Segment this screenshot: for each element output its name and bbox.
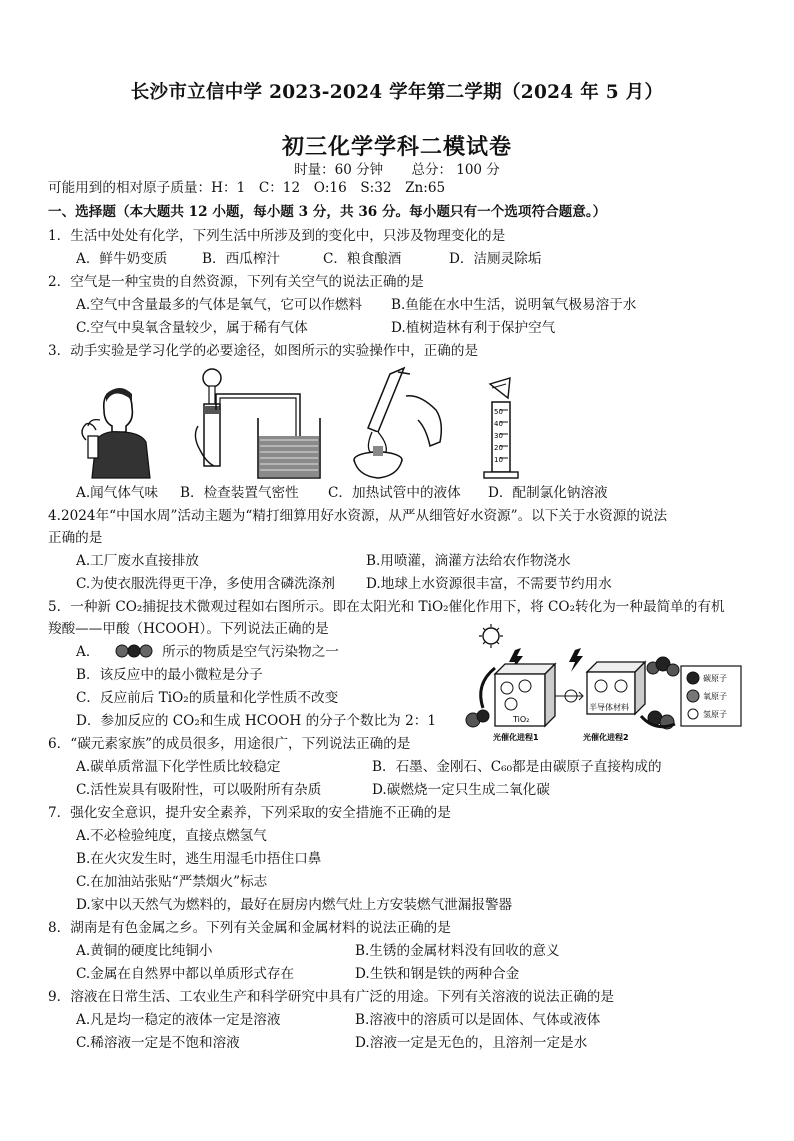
q8-option-c: C.金属在自然界中都以单质形式存在 <box>76 966 295 982</box>
q6-stem: 6．“碳元素家族”的成员很多，用途很广，下列说法正确的是 <box>48 736 411 752</box>
q4-stem-line2: 正确的是 <box>48 530 103 546</box>
q4-option-c: C.为使衣服洗得更干净，多使用含磷洗涤剂 <box>76 576 335 592</box>
q2-option-c: C.空气中臭氧含量较少，属于稀有气体 <box>76 320 308 336</box>
q2-stem: 2．空气是一种宝贵的自然资源，下列有关空气的说法正确的是 <box>48 274 424 290</box>
q7-option-c: C.在加油站张贴“严禁烟火”标志 <box>76 874 268 890</box>
lightning-icon <box>569 648 583 672</box>
q5-option-b: B．该反应中的最小微粒是分子 <box>76 667 263 683</box>
q5-option-d: D．参加反应的 CO₂和生成 HCOOH 的分子个数比为 2：1 <box>76 713 436 729</box>
q4-option-a: A.工厂废水直接排放 <box>76 553 199 569</box>
q8-option-a: A.黄铜的硬度比纯铜小 <box>76 943 213 959</box>
q8-stem: 8．湖南是有色金属之乡。下列有关金属和金属材料的说法正确的是 <box>48 920 451 936</box>
q3-option-c: C．加热试管中的液体 <box>328 485 461 501</box>
exam-title: 初三化学学科二模试卷 <box>281 134 512 160</box>
cyl-mark-10: 10 <box>494 456 503 464</box>
carbon-atom-icon <box>687 672 699 684</box>
airtightness-figure <box>186 366 326 480</box>
q5-stem-line2: 羧酸——甲酸（HCOOH）。下列说法正确的是 <box>48 621 329 637</box>
q7-option-a: A.不必检验纯度，直接点燃氢气 <box>76 828 267 844</box>
q5-option-a <box>76 643 339 661</box>
q5-option-a-text: 所示的物质是空气污染物之一 <box>162 644 339 660</box>
co2-molecule-icon <box>114 644 154 658</box>
q9-option-d: D.溶液一定是无色的，且溶剂一定是水 <box>355 1035 588 1051</box>
q8-option-b: B.生锈的金属材料没有回收的意义 <box>355 943 560 959</box>
school-title: 长沙市立信中学 2023-2024 学年第二学期（2024 年 5 月） <box>130 82 664 103</box>
sun-icon <box>483 628 499 644</box>
process2-label: 光催化进程2 <box>583 733 629 742</box>
q9-option-a: A.凡是均一稳定的液体一定是溶液 <box>76 1012 281 1028</box>
legend-carbon: 碳原子 <box>703 674 727 683</box>
cyl-mark-30: 30 <box>494 432 503 440</box>
cylinder-figure <box>470 376 530 482</box>
q9-stem: 9．溶液在日常生活、工农业生产和科学研究中具有广泛的用途。下列有关溶液的说法正确的是 <box>48 989 614 1005</box>
q2-option-b: B.鱼能在水中生活，说明氧气极易溶于水 <box>391 297 637 313</box>
q7-option-b: B.在火灾发生时，逃生用湿毛巾捂住口鼻 <box>76 851 322 867</box>
q8-option-d: D.生铁和钢是铁的两种合金 <box>355 966 520 982</box>
q4-option-b: B.用喷灌，滴灌方法给农作物浇水 <box>366 553 571 569</box>
hydrogen-atom-icon <box>688 709 698 719</box>
section-heading: 一、选择题（本大题共 12 小题，每小题 3 分，共 36 分。每小题只有一个选项符合题意。） <box>48 204 607 220</box>
smell-gas-figure <box>74 380 154 480</box>
q1-option-d: D．洁厕灵除垢 <box>449 251 542 267</box>
q7-option-d: D.家中以天然气为燃料的，最好在厨房内燃气灶上方安装燃气泄漏报警器 <box>76 897 513 913</box>
q4-option-d: D.地球上水资源很丰富，不需要节约用水 <box>366 576 612 592</box>
q1-option-c: C．粮食酿酒 <box>323 251 402 267</box>
q5-option-c: C．反应前后 TiO₂的质量和化学性质不改变 <box>76 690 339 706</box>
legend-hydrogen: 氢原子 <box>703 710 727 719</box>
q1-option-a: A．鲜牛奶变质 <box>76 251 168 267</box>
q6-option-b: B．石墨、金刚石、C₆₀都是由碳原子直接构成的 <box>372 759 662 775</box>
q9-option-b: B.溶液中的溶质可以是固体、气体或液体 <box>355 1012 601 1028</box>
q5-stem-line1: 5．一种新 CO₂捕捉技术微观过程如右图所示。即在太阳光和 TiO₂催化作用下，将 CO₂转化为一种最简单的有机 <box>48 599 725 615</box>
q1-stem: 1．生活中处处有化学，下列生活中所涉及到的变化中，只涉及物理变化的是 <box>48 228 506 244</box>
q3-option-b: B．检查装置气密性 <box>180 485 299 501</box>
oxygen-atom-icon <box>687 690 699 702</box>
q1-option-b: B．西瓜榨汁 <box>202 251 280 267</box>
cyl-mark-20: 20 <box>494 444 503 452</box>
legend-oxygen: 氧原子 <box>703 692 727 701</box>
exam-time: 时量：60 分钟 <box>294 162 384 178</box>
cyl-mark-50: 50 <box>494 408 503 416</box>
q3-stem: 3．动手实验是学习化学的必要途径，如图所示的实验操作中，正确的是 <box>48 343 479 359</box>
tio2-label: TiO₂ <box>513 715 530 724</box>
q6-option-a: A.碳单质常温下化学性质比较稳定 <box>76 759 281 775</box>
q9-option-c: C.稀溶液一定是不饱和溶液 <box>76 1035 240 1051</box>
exam-meta <box>0 158 794 178</box>
q7-stem: 7．强化安全意识，提升安全素养，下列采取的安全措施不正确的是 <box>48 805 451 821</box>
q4-stem-line1: 4.2024年“中国水周”活动主题为“精打细算用好水资源，从严从细管好水资源”。以下关于水资源的说法 <box>48 508 668 524</box>
q3-option-a: A.闻气体气味 <box>76 485 159 501</box>
heating-figure <box>340 366 450 482</box>
q3-option-d: D．配制氯化钠溶液 <box>488 485 608 501</box>
q6-option-d: D.碳燃烧一定只生成二氧化碳 <box>372 782 550 798</box>
q5-option-a-prefix: A． <box>76 644 100 660</box>
q2-option-a: A.空气中含量最多的气体是氧气，它可以作燃料 <box>76 297 363 313</box>
semiconductor-label: 半导体材料 <box>589 703 629 712</box>
exam-score: 总分： 100 分 <box>411 162 500 178</box>
cyl-mark-40: 40 <box>494 420 503 428</box>
process1-label: 光催化进程1 <box>493 733 539 742</box>
q6-option-c: C.活性炭具有吸附性，可以吸附所有杂质 <box>76 782 322 798</box>
q2-option-d: D.植树造林有利于保护空气 <box>391 320 556 336</box>
atomic-masses: 可能用到的相对原子质量：H：1 C：12 O:16 S:32 Zn:65 <box>48 180 446 196</box>
photocatalysis-figure <box>455 624 755 744</box>
